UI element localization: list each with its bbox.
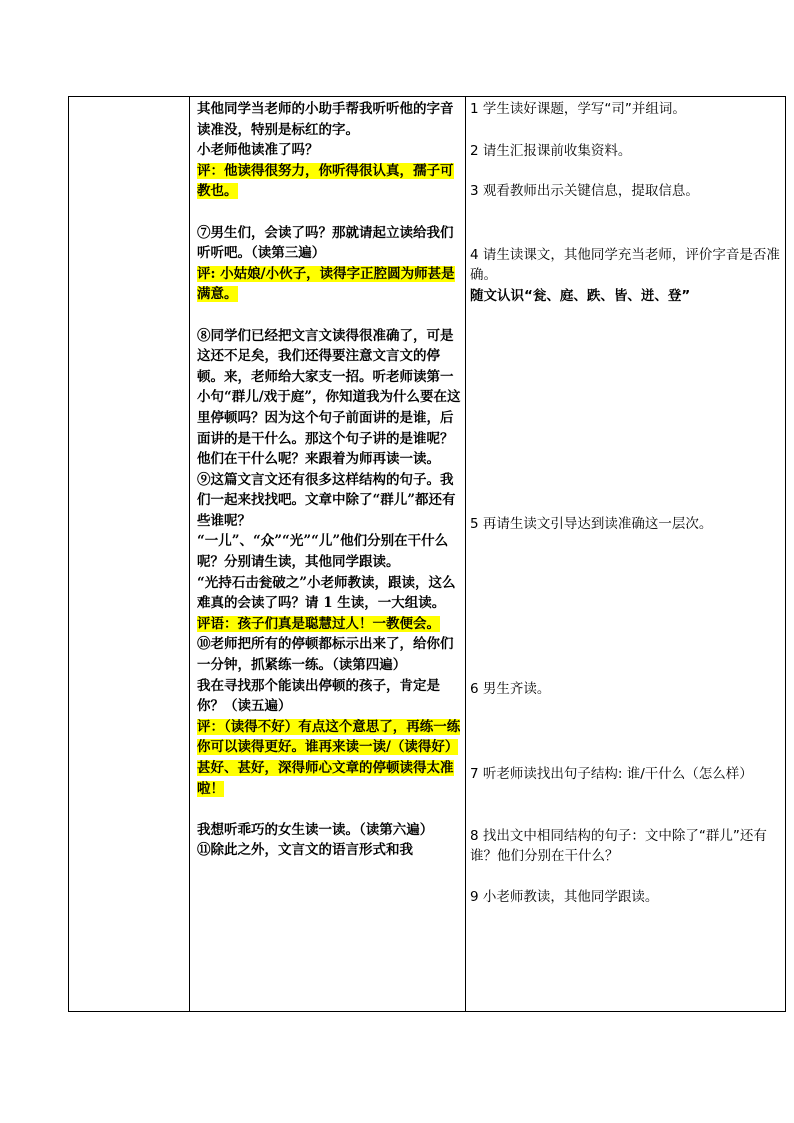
activity-item-4: 4 请生读课文，其他同学充当老师，评价字音是否准确。 — [470, 247, 780, 283]
activity-item-5: 5 再请生读文引导达到读准确这一层次。 — [470, 516, 713, 532]
lesson-table — [68, 96, 786, 1012]
script-paragraph-1: 其他同学当老师的小助手帮我听听他的字音读准没，特别是标红的字。 — [197, 101, 454, 138]
blank-line — [197, 305, 463, 326]
column-divider-right — [465, 97, 466, 1011]
script-paragraph-11: ⑪除此之外，文言文的语言形式和我 — [197, 842, 413, 859]
column-divider-left — [189, 97, 190, 1011]
script-paragraph-9c: “光持石击瓮破之”小老师教读，跟读，这么难真的会读了吗？请 1 生读，一大组读。 — [197, 574, 456, 612]
script-paragraph-7: ⑦男生们，会读了吗？那就请起立读给我们听听吧。（读第三遍） — [197, 224, 454, 262]
script-comment-4: 评：（读得不好）有点这个意思了，再练一练你可以读得更好。谁再来读一读/（读得好）甚好、甚好，深得师心文章的停顿读得太准啦！ — [197, 718, 461, 797]
script-paragraph-9b: “一儿”、“众”“光”“儿”他们分别在干什么呢？分别请生读，其他同学跟读。 — [197, 533, 449, 571]
teacher-script-cell — [197, 99, 463, 861]
activity-item-6: 6 男生齐读。 — [470, 681, 551, 697]
script-paragraph-10b: 我在寻找那个能读出停顿的孩子，肯定是你？（读五遍） — [197, 677, 440, 715]
activity-item-9: 9 小老师教读，其他同学跟读。 — [470, 889, 659, 905]
activity-item-2: 2 请生汇报课前收集资料。 — [470, 143, 632, 159]
blank-line — [197, 799, 463, 820]
activity-item-1: 1 学生读好课题，学写“司”并组词。 — [470, 101, 686, 117]
activity-item-7: 7 听老师读找出句子结构: 谁/干什么（怎么样） — [470, 766, 753, 782]
script-paragraph-girls: 我想听乖巧的女生读一读。（读第六遍） — [197, 821, 434, 838]
script-comment-1: 评：他读得很努力，你听得很认真，孺子可教也。 — [197, 162, 454, 200]
script-paragraph-10: ⑩老师把所有的停顿都标示出来了，给你们一分钟，抓紧练一练。（读第四遍） — [197, 636, 454, 674]
script-comment-2: 评: 小姑娘/小伙子，读得字正腔圆为师甚是满意。 — [197, 265, 455, 303]
script-paragraph-9: ⑨这篇文言文还有很多这样结构的句子。我们一起来找找吧。文章中除了“群儿”都还有些谁呢？ — [197, 471, 456, 529]
activity-item-8: 8 找出文中相同结构的句子：文中除了“群儿”还有谁？他们分别在干什么？ — [470, 828, 767, 864]
activity-item-3: 3 观看教师出示关键信息，提取信息。 — [470, 183, 699, 199]
script-paragraph-2: 小老师他读准了吗？ — [197, 142, 319, 159]
activity-item-4-note: 随文认识“瓮、庭、跌、皆、迸、登” — [470, 288, 691, 304]
script-paragraph-8: ⑧同学们已经把文言文读得很准确了，可是这还不足矣，我们还得要注意文言文的停顿。来，老师给大家支一招。听老师读第一小句“群儿/戏于庭”，你知道我为什么要在这里停顿吗？因为这个句子前面讲的是谁，后面讲的是干什么。那这个句子讲的是谁呢？他们在干什么呢？来跟着为师再读一读。 — [197, 327, 461, 468]
blank-line — [197, 202, 463, 223]
script-comment-3: 评语：孩子们真是聪慧过人！一教便会。 — [197, 615, 440, 632]
